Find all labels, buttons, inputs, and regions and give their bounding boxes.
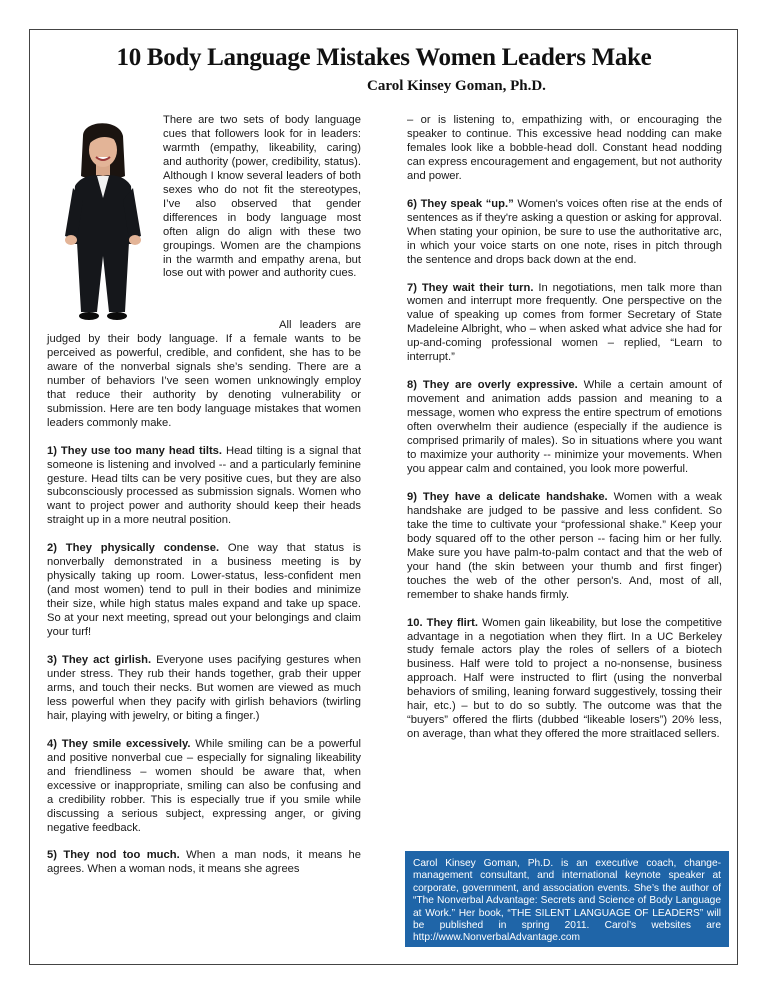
mistake-text: When a man nods, it means he agrees. When a woman nods, it means she agrees	[47, 849, 361, 876]
mistake-heading: 7) They wait their turn.	[407, 281, 534, 294]
author-bio-box: Carol Kinsey Goman, Ph.D. is an executive coach, change-management consultant, and international keynote speaker at corporate, government, and association events. She’s the author of “The Nonverbal Advantage: Secrets and Science of Body Language at Work.” Her book, “THE SILENT LANGUAGE OF LEADERS” will be published in spring 2011. Carol’s websites are http://www.NonverbalAdvantage.com	[405, 851, 729, 947]
woman-portrait-icon	[47, 116, 159, 326]
left-column	[47, 114, 361, 891]
article-title: 10 Body Language Mistakes Women Leaders Make	[116, 44, 652, 71]
mistake-text: Head tilting is a signal that someone is listening and involved -- and a particularly feminine gesture. Head tilts can be very positive cues, but they are also subconsciously processed as submission signals. Women who want to project power and authority should keep their heads straight up in a more neutral position.	[47, 444, 361, 527]
mistake-heading: 6) They speak “up.”	[407, 197, 514, 210]
right-column	[407, 114, 722, 756]
intro-paragraph-2: All leaders are judged by their body language. If a female wants to be perceived as powerful, credible, and confident, she has to be aware of the nonverbal signals she’s sending. There are a number of behaviors I’ve seen women unknowingly employ that reduce their authority by denoting vulnerability or submission. Here are ten body language mistakes that women leaders commonly make.	[47, 319, 361, 429]
mistake-item	[47, 542, 361, 640]
mistake-text: Everyone uses pacifying gestures when under stress. They rub their hands together, grab their upper arms, and touch their necks. But women are viewed as much less powerful when they pacify with girlish behaviors (twirling hair, playing with jewelry, or biting a finger.)	[47, 654, 362, 722]
mistake-heading: 9) They have a delicate handshake.	[407, 490, 608, 503]
author-byline: Carol Kinsey Goman, Ph.D.	[367, 78, 546, 94]
mistake-item	[47, 849, 361, 877]
mistake-heading: 5) They nod too much.	[47, 849, 180, 862]
mistake-heading: 3) They act girlish.	[47, 654, 152, 667]
mistake-item	[407, 617, 722, 743]
mistake-text: One way that status is nonverbally demonstrated in a business meeting is by physically taking up room. Lower-status, less-confident men (and most women) tend to pull in their bodies and minimize their size, while high status males expand and take up space. So at your next meeting, spread out your belongings and claim your turf!	[47, 542, 361, 639]
mistake-item	[407, 198, 722, 268]
mistake-text: Women gain likeability, but lose the competitive advantage in a negotiation when they flirt. In a UC Berkeley study female actors play the roles of sellers of a biotech business. Half were told to project a no-nonsense, business approach. Half were instructed to flirt (using the nonverbal behaviors of smiling, leaning forward suggestively, tossing their hair, etc.) – but to do so subtly. The outcome was that the “buyers” offered the flirts (dubbed “likeable losers”) 20% less, on average, than what they offered the more straitlaced sellers.	[407, 616, 722, 741]
intro-block	[47, 114, 361, 319]
mistake-heading: 2) They physically condense.	[47, 542, 220, 555]
mistake-text: In negotiations, men talk more than women and interrupt more frequently. One perspective on the value of speaking up comes from former Secretary of State Madeleine Albright, who – when asked what advice she had for up-and-coming professional women – replied, “Learn to interrupt.”	[407, 281, 722, 364]
mistake-heading: 1) They use too many head tilts.	[47, 444, 222, 457]
mistake-text: While a certain amount of movement and animation adds passion and meaning to a message, women who express the entire spectrum of emotions often overwhelm their audience (especially if the audience is comprised primarily of males). So in situations where you want to maximize your authority -- minimize your movements. When you appear calm and contained, you look more powerful.	[407, 379, 722, 475]
mistake-text: Women with a weak handshake are judged to be passive and less confident. So take the time to cultivate your “professional shake.” Keep your body squared off to the other person -- facing him or her fully. Make sure you have palm-to-palm contact and that the web of your hand (the skin between your thumb and first finger) touches the web of the other person's. And, most of all, remember to shake hands firmly.	[407, 490, 722, 601]
mistake-heading: 4) They smile excessively.	[47, 737, 191, 750]
author-photo	[47, 114, 159, 324]
mistake-text: While smiling can be a powerful and positive nonverbal cue – especially for signaling likeability and friendliness – women should be aware that, when excessive or inappropriate, smiling can also be confusing and a credibility robber. This is especially true if you smile while discussing a serious subject, expressing anger, or giving negative feedback.	[47, 737, 361, 834]
mistake-heading: 10. They flirt.	[407, 616, 478, 629]
intro-paragraph-1: There are two sets of body language cues that followers look for in leaders: warmth (empathy, likeability, caring) and authority (power, credibility, status). Although I know several leaders of both sexes who do not fit the stereotypes, I’ve also observed that gender differences in body language most often align do align with these two groupings. Women are the champions in the warmth and empathy arena, but lose out with power and authority cues.	[163, 114, 361, 280]
mistake-item	[47, 654, 361, 724]
mistake-item	[47, 738, 361, 836]
mistake-heading: 8) They are overly expressive.	[407, 379, 578, 392]
mistake-item	[47, 445, 361, 529]
mistake-item	[407, 491, 722, 603]
mistake-item	[407, 282, 722, 366]
continuation-paragraph: – or is listening to, empathizing with, or encouraging the speaker to continue. This excessive head nodding can make females look like a bobble-head doll. Constant head nodding can express encouragement and engagement, but not authority and power.	[407, 114, 722, 182]
mistake-item	[407, 379, 722, 477]
mistake-text: Women's voices often rise at the ends of sentences as if they're asking a question or asking for approval. When stating your opinion, be sure to use the authoritative arc, in which your voice starts on one note, rises in pitch through the sentence and drops back down at the end.	[407, 197, 723, 266]
